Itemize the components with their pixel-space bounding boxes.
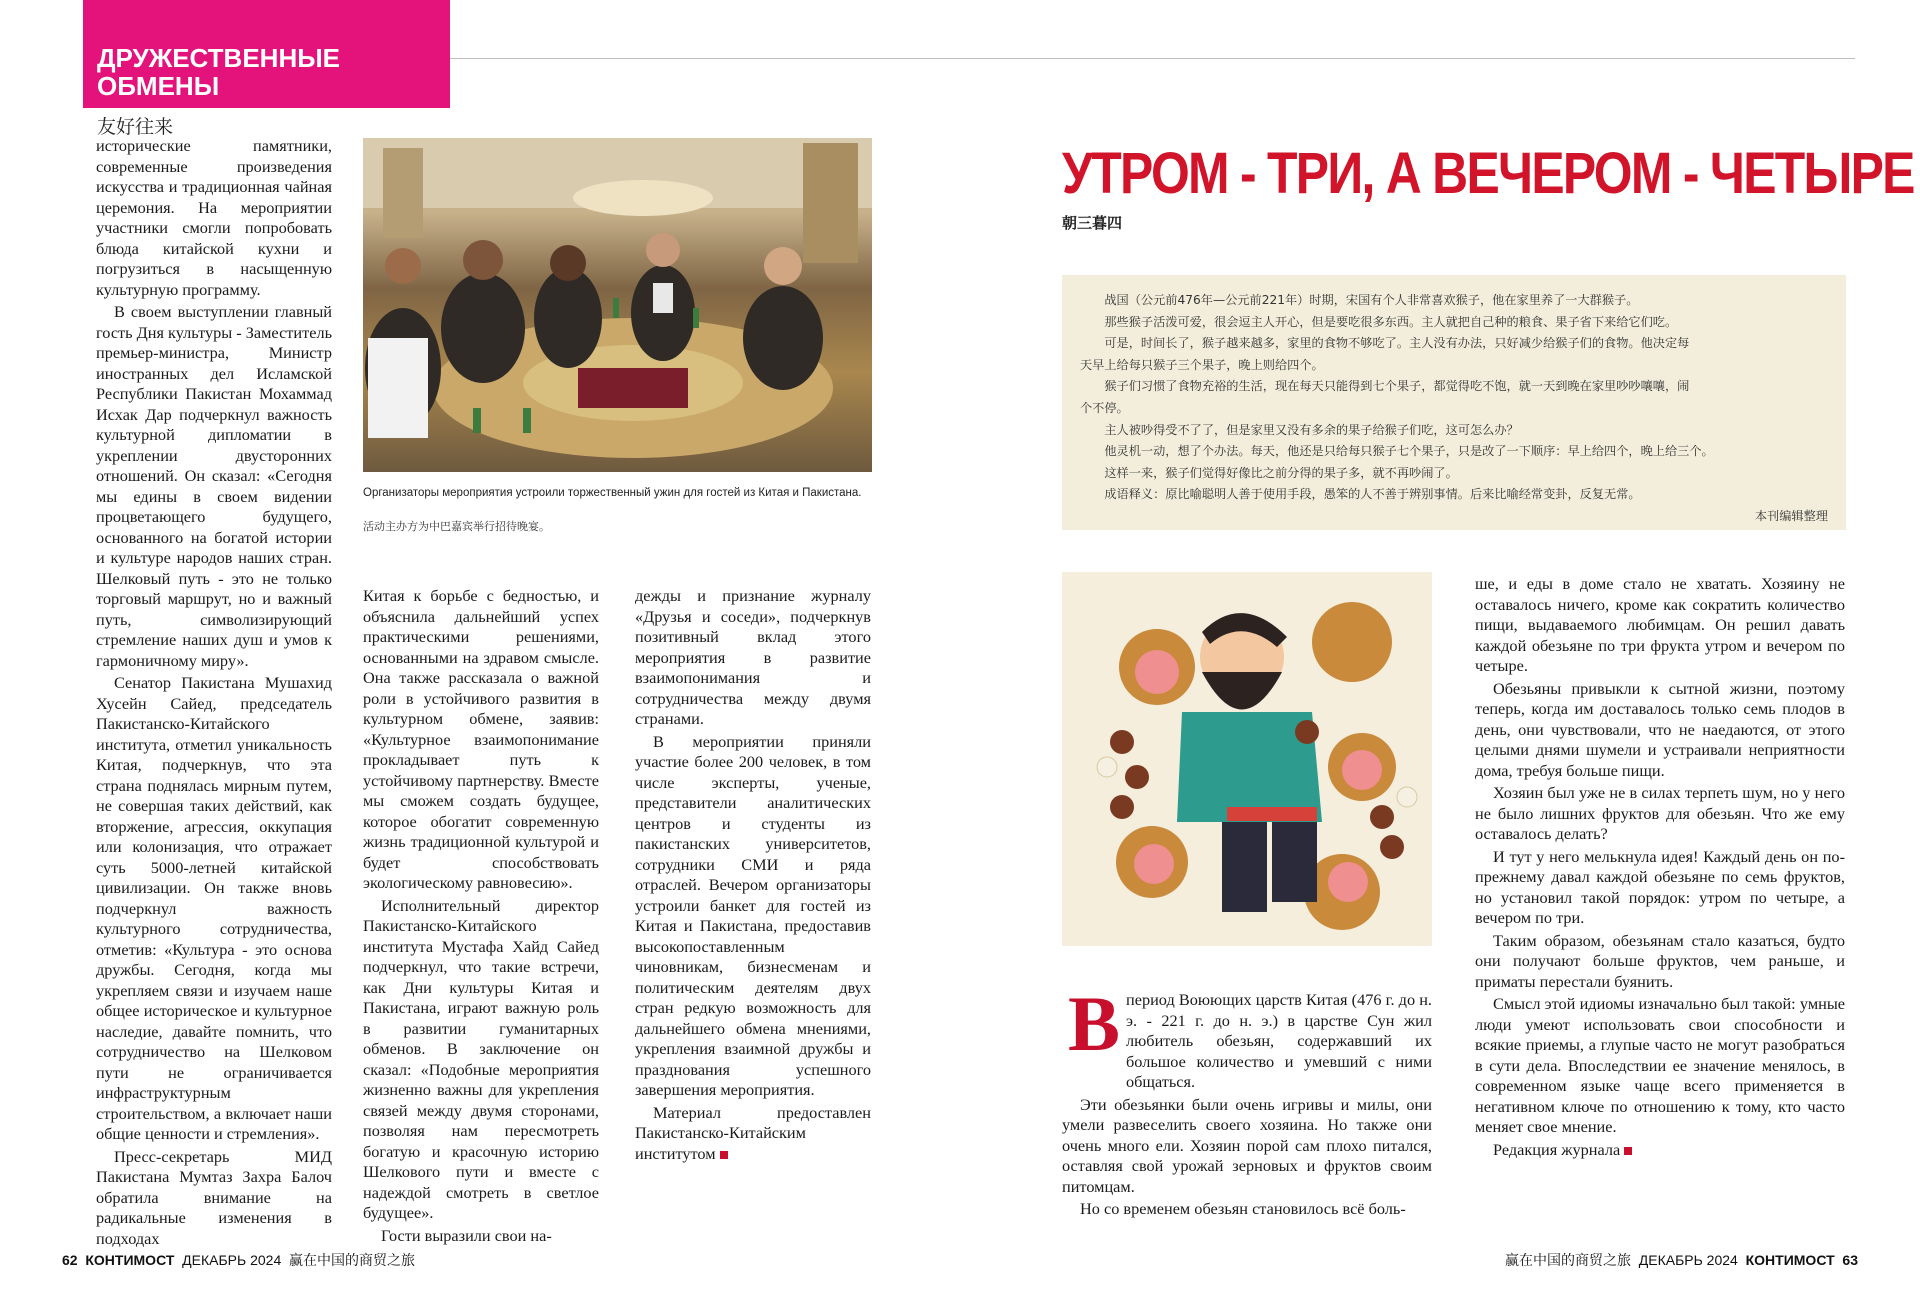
- cn-credit: 本刊编辑整理: [1754, 508, 1828, 523]
- magazine-name: КОНТИМОСТ: [1745, 1252, 1835, 1268]
- paragraph: Смысл этой идиомы изначально был такой: умные люди умеют использовать свои способности и всякие приемы, а глупые часто не могут разобраться в сути дела. Впоследствии ее значение менялось, в современном языке чаще всего применяется в негативном ключе по отношению к тому, кто часто меняет свое мнение.: [1475, 994, 1845, 1136]
- section-title: ДРУЖЕСТВЕННЫЕ ОБМЕНЫ: [97, 43, 341, 101]
- article-column-1: [96, 136, 332, 1251]
- paragraph: Китая к борьбе с бедностью, и объяснила дальнейший успех практическими решениями, основанными на здравом смысле. Она также рассказала о важной роли в устойчивого развития в культурном обмене, заявив: «Культурное взаимопонимание прокладывает путь к устойчивому партнерству. Вместе мы сможем создать будущее, которое обогатит современную жизнь традиционной культурой и будет способствовать экологическому равновесию».: [363, 586, 599, 892]
- issue-date: ДЕКАБРЬ 2024: [182, 1252, 282, 1268]
- cn-line: 战国（公元前476年—公元前221年）时期，宋国有个人非常喜欢猴子，他在家里养了一大群猴子。: [1080, 293, 1639, 307]
- footer-right: [1505, 1250, 1858, 1270]
- paragraph: период Воюющих царств Китая (476 г. до н. э. - 221 г. до н. э.) в царстве Сун жил любитель обезьян, содержавший их большое количество и умевший с ними общаться.: [1126, 990, 1432, 1091]
- paragraph: Редакция журнала: [1493, 1139, 1621, 1159]
- cn-line: 可是，时间长了，猴子越来越多，家里的食物不够吃了。主人没有办法，只好减少给猴子们的食物。他决定每: [1080, 336, 1690, 351]
- issue-date: ДЕКАБРЬ 2024: [1638, 1252, 1738, 1268]
- photo-caption-cn: 活动主办方为中巴嘉宾举行招待晚宴。: [363, 520, 550, 533]
- paragraph: дежды и признание журналу «Друзья и соседи», подчеркнув позитивный вклад этого мероприятия в развитие взаимопонимания и сотрудничества между двумя странами.: [635, 586, 871, 728]
- slogan-cn: 赢在中国的商贸之旅: [1504, 1252, 1631, 1268]
- magazine-name: КОНТИМОСТ: [85, 1252, 175, 1268]
- cn-line: 这样一来，猴子们觉得好像比之前分得的果子多，就不再吵闹了。: [1080, 465, 1458, 480]
- banquet-photo: [363, 138, 872, 472]
- cn-line: 那些猴子活泼可爱，很会逗主人开心，但是要吃很多东西。主人就把自己种的粮食、果子省下来给它们吃。: [1080, 314, 1678, 329]
- paragraph: Эти обезьянки были очень игривы и милы, они умели развеселить своего хозяина. Но также они очень много ели. Хозяин порой сам плохо питался, оставляя свой урожай зерновых и фруктов своим питомцам.: [1062, 1094, 1432, 1196]
- slogan-cn: 赢在中国的商贸之旅: [289, 1252, 416, 1268]
- paragraph: Пресс-секретарь МИД Пакистана Мумтаз Захра Балоч обратила внимание на радикальные изменения в подходах: [96, 1146, 332, 1248]
- cn-line: 天早上给每只猴子三个果子，晚上则给四个。: [1080, 357, 1324, 372]
- top-divider: [450, 58, 1855, 59]
- paragraph: исторические памятники, современные произведения искусства и традиционная чайная церемония. На мероприятии участники смогли попробовать блюда китайской кухни и погрузиться в насыщенную культурную программу.: [96, 136, 332, 299]
- paragraph: В своем выступлении главный гость Дня культуры - Заместитель премьер-министра, Министр иностранных дел Исламской Республики Пакистан Мохаммад Исхак Дар подчеркнул важность культурной дипломатии в укреплении двусторонних отношений. Он сказал: «Сегодня мы едины в своем видении процветающего будущего, основанного на богатой истории и культуре народов наших стран. Шелковый путь - это не только торговый маршрут, но и важный путь, символизирующий стремление наших душ и умов к гармоничному миру».: [96, 302, 333, 670]
- paragraph: Исполнительный директор Пакистанско-Китайского института Мустафа Хайд Сайед подчеркнул, что такие встречи, как Дни культуры Китая и Пакистана, играют важную роль в развитии гуманитарных обменов. В заключение он сказал: «Подобные мероприятия жизненно важны для укрепления связей между двумя сторонами, позволяя нам пересмотреть богатую и красочную историю Шелкового пути и вместе с надеждой смотреть в светлое будущее».: [363, 895, 599, 1222]
- paragraph: ше, и еды в доме стало не хватать. Хозяину не оставалось ничего, кроме как сократить количество пищи, выдаваемого любимцам. Он решил давать каждой обезьяне по три фрукта утром и вечером по четыре.: [1475, 574, 1845, 675]
- chinese-story-text: [1080, 290, 1828, 528]
- end-mark-icon: [1624, 1147, 1632, 1155]
- page-number-right: 63: [1842, 1252, 1858, 1268]
- cn-line: 猴子们习惯了食物充裕的生活，现在每天只能得到七个果子，都觉得吃不饱，就一天到晚在家里吵吵嚷嚷，闹: [1080, 379, 1690, 394]
- footer-left: [62, 1250, 415, 1270]
- end-mark-icon: [720, 1151, 728, 1159]
- headline: УТРОМ - ТРИ, А ВЕЧЕРОМ - ЧЕТЫРЕ: [1062, 141, 1914, 206]
- paragraph: В мероприятии приняли участие более 200 человек, в том числе эксперты, ученые, представители аналитических центров и студенты из пакистанских университетов, сотрудники СМИ и ряда отраслей. Вечером организаторы устроили банкет для гостей из Китая и Пакистана, предоставив высокопоставленным чиновникам, бизнесменам и политическим деятелям двух стран редкую возможность для дальнейшего обмена мнениями, укрепления взаимной дружбы и празднования успешного завершения мероприятия.: [635, 731, 871, 1099]
- cn-line: 个不停。: [1080, 400, 1129, 415]
- paragraph: Но со временем обезьян становилось всё боль-: [1080, 1199, 1406, 1218]
- paragraph: Обезьяны привыкли к сытной жизни, поэтому теперь, когда им доставалось только семь плодов в день, они чувствовали, что не наедаются, от этого целыми днями шумели и устраивали неприятности дома, требуя больше пищи.: [1475, 678, 1845, 780]
- drop-cap: В: [1068, 980, 1121, 1067]
- paragraph: И тут у него мелькнула идея! Каждый день он по-прежнему давал каждой обезьяне по семь фруктов, но установил такой порядок: утром по четыре, а вечером по три.: [1475, 846, 1845, 927]
- article-column-2: [363, 586, 599, 1248]
- story-column-2: [1475, 574, 1845, 1162]
- paragraph: Гости выразили свои на-: [381, 1225, 552, 1245]
- paragraph: Таким образом, обезьянам стало казаться, будто они получают больше фруктов, чем раньше, и приматы перестали буянить.: [1475, 930, 1845, 991]
- paragraph: Сенатор Пакистана Мушахид Хусейн Сайед, председатель Пакистанско-Китайского института, отметил уникальность Китая, подчеркнув, что эта страна поднялась мирным путем, не совершая таких действий, как вторжение, агрессия, оккупация или колонизация, что отражает суть 5000-летней китайской цивилизации. Он также вновь подчеркнул важность культурного сотрудничества, отметив: «Культура - это основа дружбы. Сегодня, когда мы укрепляем связи и изучаем наше общее историческое и культурное наследие, давайте помнить, что сотрудничество на Шелковом пути не ограничивается инфраструктурным строительством, а включает наши общие ценности и стремления».: [96, 673, 332, 1143]
- headline-cn: 朝三暮四: [1062, 214, 1123, 232]
- article-column-3: [635, 586, 871, 1166]
- section-subtitle-cn: 友好往来: [97, 116, 174, 138]
- paragraph: Материал предоставлен Пакистанско-Китайским институтом: [635, 1102, 871, 1163]
- paragraph: Хозяин был уже не в силах терпеть шум, но у него не было лишних фруктов для обезьян. Что же ему оставалось делать?: [1475, 783, 1845, 843]
- cn-line: 成语释义：原比喻聪明人善于使用手段，愚笨的人不善于辨别事情。后来比喻经常变卦，反复无常。: [1080, 487, 1641, 502]
- monkeys-illustration: [1062, 572, 1432, 946]
- cn-line: 主人被吵得受不了了，但是家里又没有多余的果子给猴子们吃，这可怎么办？: [1080, 422, 1519, 437]
- cn-line: 他灵机一动，想了个办法。每天，他还是只给每只猴子七个果子，只是改了一下顺序：早上给四个，晚上给三个。: [1080, 444, 1714, 459]
- page-number-left: 62: [62, 1252, 78, 1268]
- photo-caption: Организаторы мероприятия устроили торжественный ужин для гостей из Китая и Пакистана.: [363, 487, 862, 499]
- story-column-1: [1062, 990, 1432, 1222]
